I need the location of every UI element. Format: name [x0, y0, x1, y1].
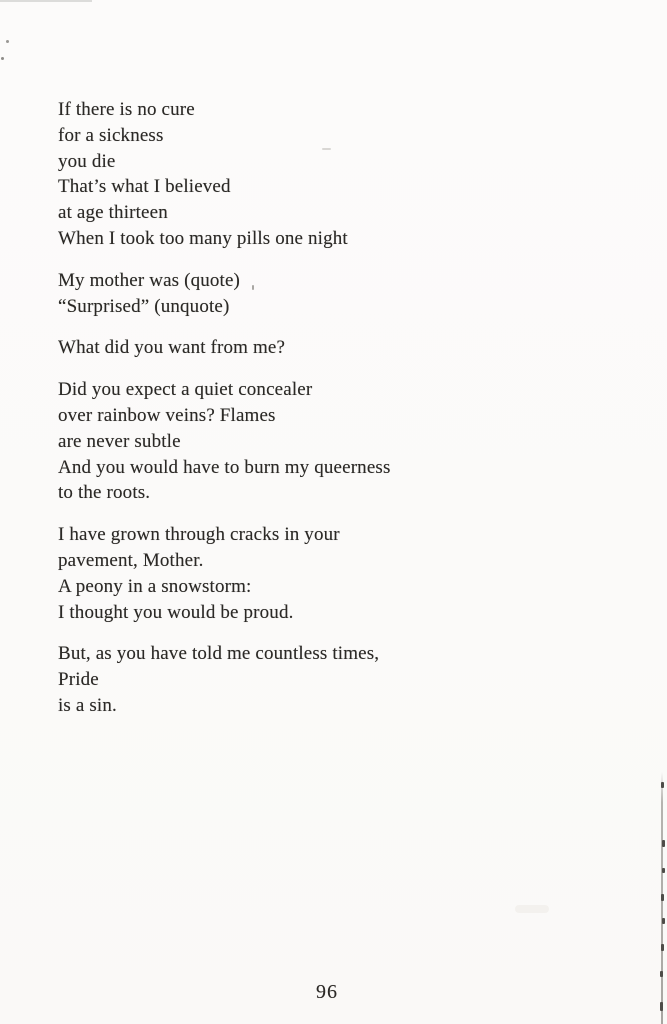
poem-line: pavement, Mother. [58, 549, 204, 571]
poem-body [58, 97, 391, 719]
poem-line: “Surprised” (unquote) [58, 295, 230, 317]
poem-stanza [58, 268, 391, 320]
poem-line: And you would have to burn my queerness [58, 456, 391, 478]
scan-smudge [515, 905, 549, 913]
poem-stanza [58, 522, 391, 625]
poem-stanza [58, 377, 391, 506]
poem-line: at age thirteen [58, 202, 168, 224]
binding-mark [660, 1002, 663, 1011]
binding-mark [660, 971, 663, 977]
poem-line: you die [58, 150, 116, 172]
binding-mark [661, 782, 664, 788]
binding-mark [662, 918, 665, 924]
poem-line: But, as you have told me countless times, [58, 643, 380, 665]
poem-stanza [58, 97, 391, 252]
poem-line: My mother was (quote) [58, 269, 241, 291]
binding-mark [662, 868, 665, 873]
poem-line: Pride [58, 669, 99, 691]
poem-line: A peony in a snowstorm: [58, 575, 252, 597]
poem-line: I thought you would be proud. [58, 601, 294, 623]
poem-stanza [58, 641, 391, 718]
poem-line: for a sickness [58, 124, 164, 146]
poem-line: are never subtle [58, 430, 181, 452]
scan-speck [1, 57, 4, 60]
poem-line: I have grown through cracks in your [58, 524, 340, 546]
poem-line: If there is no cure [58, 99, 195, 120]
poem-stanza [58, 335, 391, 361]
binding-edge-line [661, 772, 663, 1024]
poem-line: That’s what I believed [58, 176, 231, 198]
binding-mark [661, 894, 664, 901]
poem-line: What did you want from me? [58, 337, 286, 359]
poem-line: Did you expect a quiet concealer [58, 379, 313, 401]
scan-artifact-top-edge [0, 0, 92, 2]
poem-line: to the roots. [58, 482, 151, 504]
poem-line: is a sin. [58, 694, 117, 716]
poem-line: over rainbow veins? Flames [58, 404, 276, 426]
binding-mark [661, 944, 664, 951]
page-number: 96 [316, 981, 338, 1003]
scan-speck [6, 40, 9, 43]
binding-mark [662, 840, 665, 847]
poem-line: When I took too many pills one night [58, 227, 348, 249]
